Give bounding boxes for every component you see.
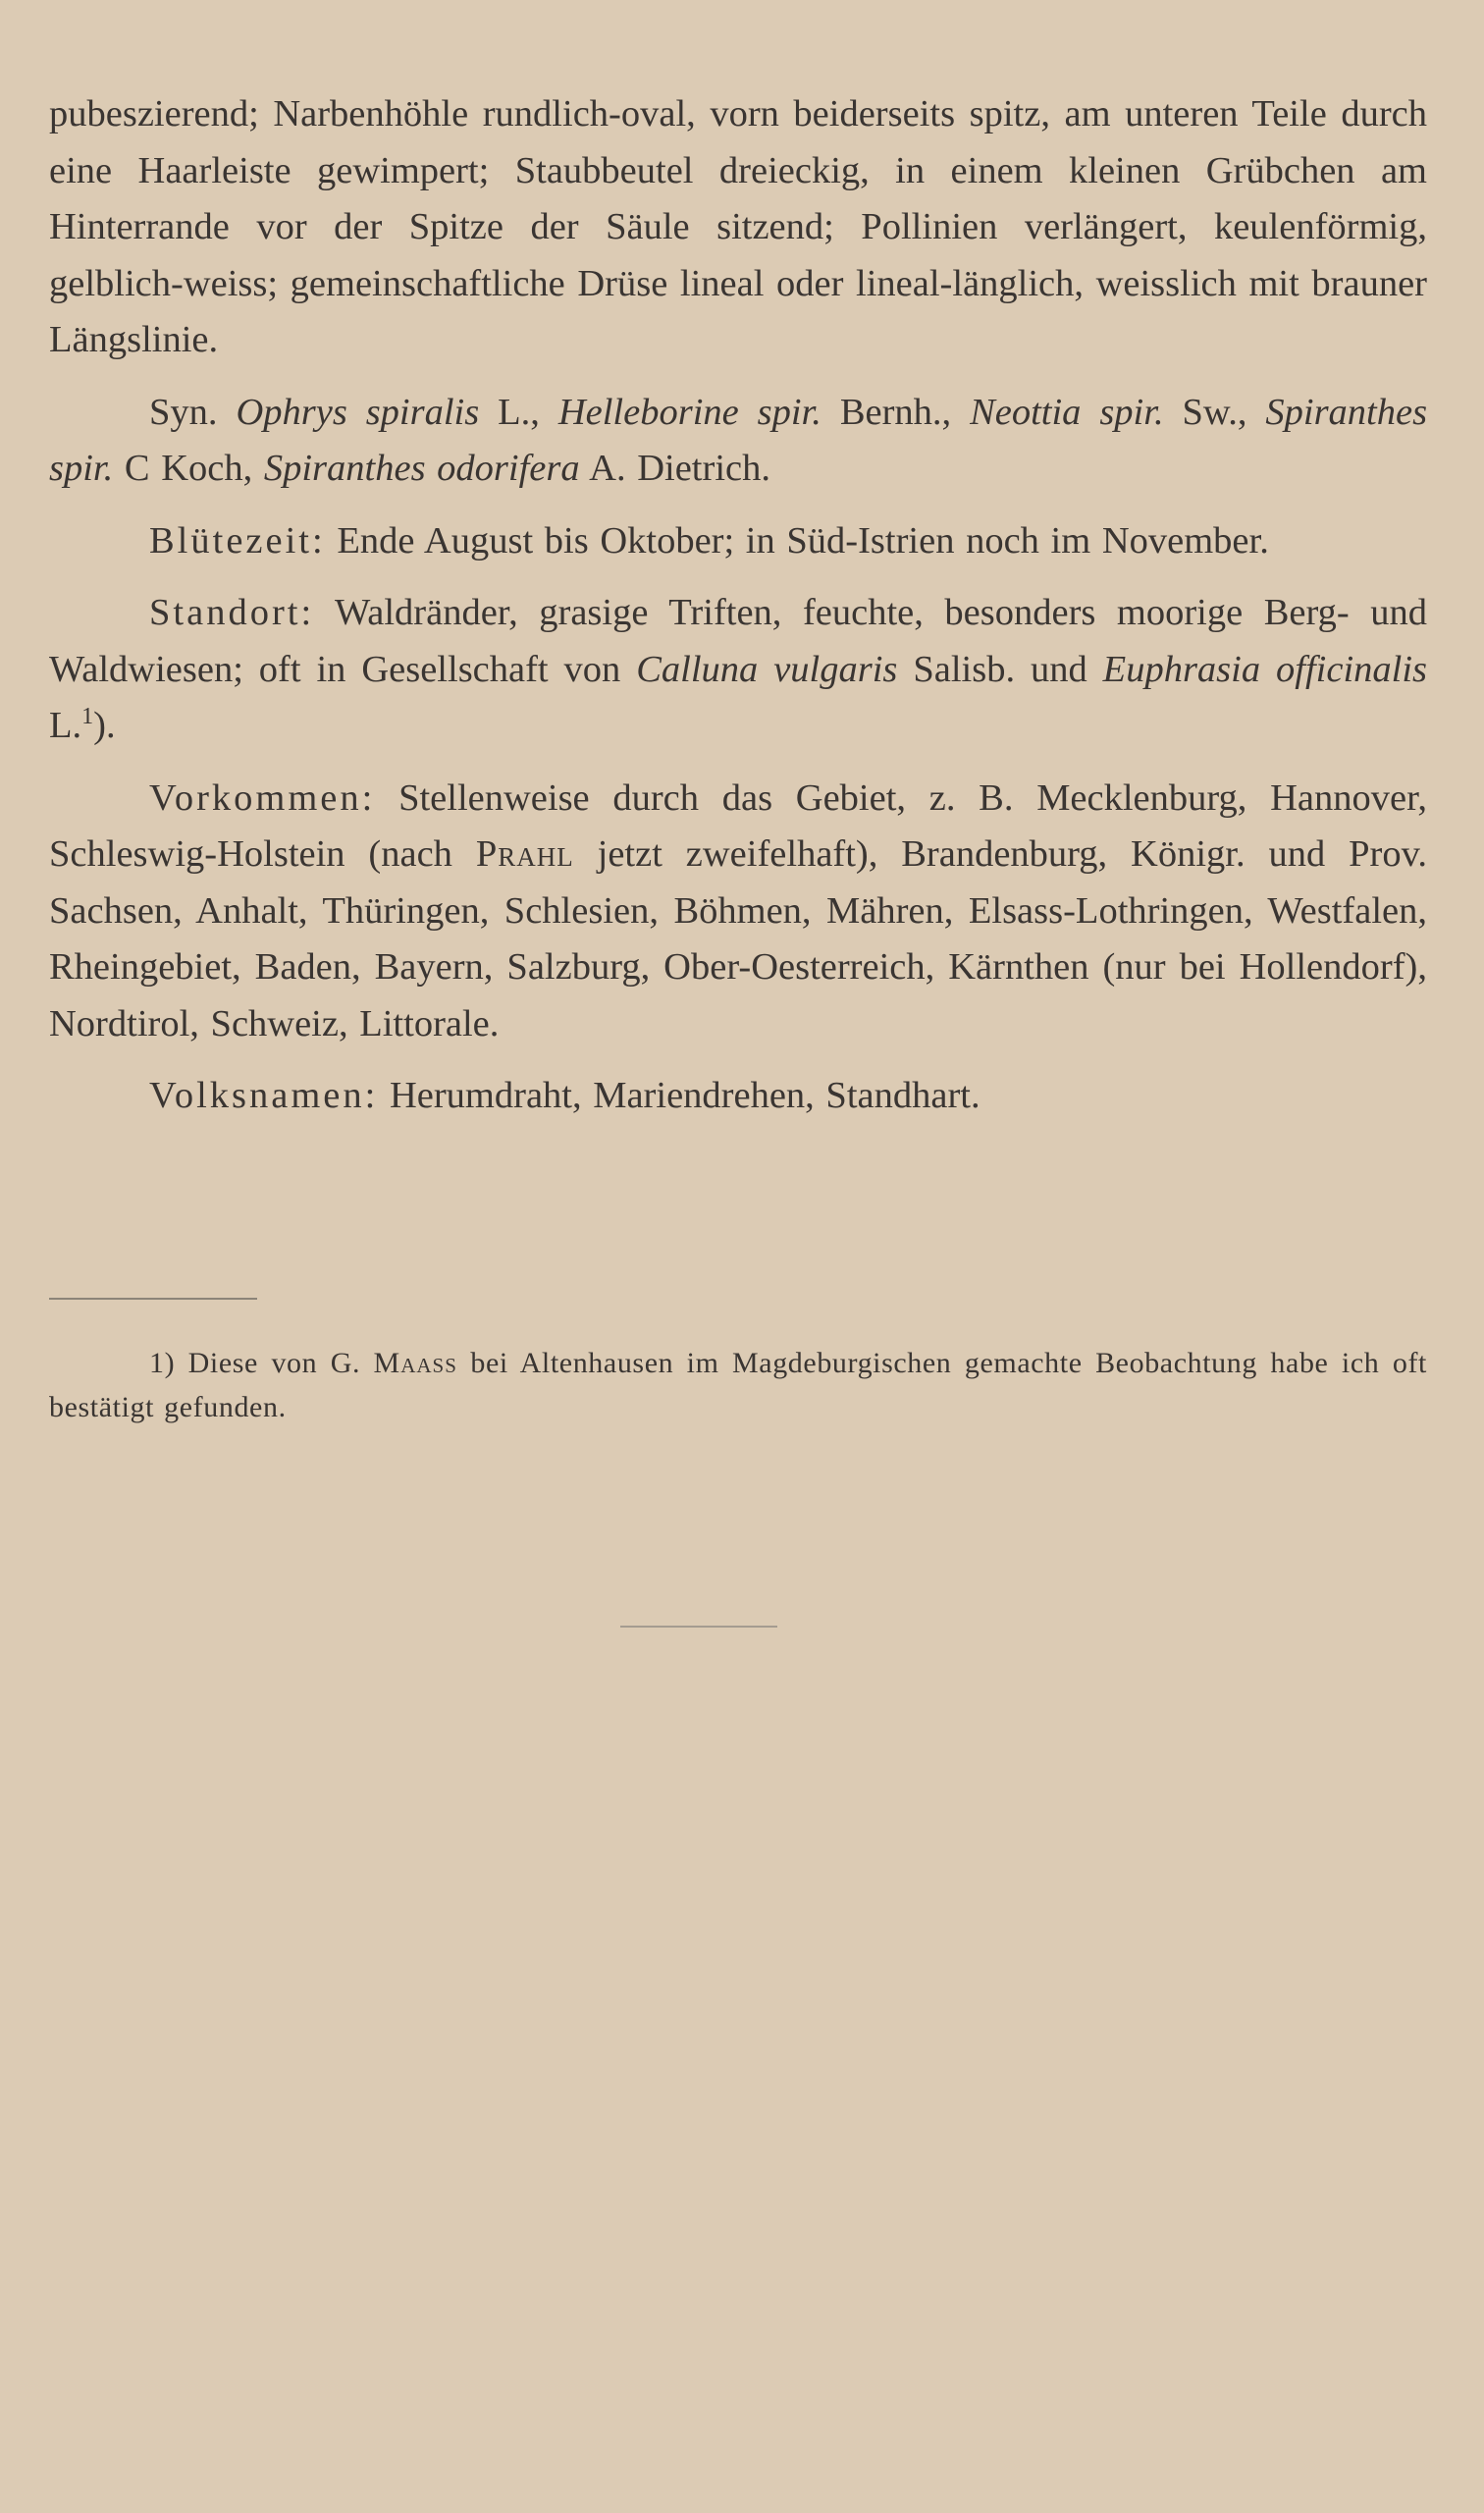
paragraph-standort xyxy=(49,585,1427,755)
page-text xyxy=(49,86,1427,1125)
synonym-name: Spiranthes odorifera xyxy=(263,448,580,489)
species-name: Calluna vulgaris xyxy=(636,648,898,690)
standort-author: L. xyxy=(49,705,82,746)
paragraph-volksnamen xyxy=(49,1068,1427,1125)
standort-label: Standort: xyxy=(149,592,315,633)
synonym-name: Neottia spir. xyxy=(970,391,1164,433)
synonym-author: Bernh., xyxy=(839,391,952,433)
footnote-reference[interactable]: 1 xyxy=(81,704,94,729)
synonym-author: Sw., xyxy=(1182,391,1247,433)
paragraph-bluetezeit xyxy=(49,513,1427,570)
synonyms-label: Syn. xyxy=(149,391,218,433)
vorkommen-label: Vorkommen: xyxy=(149,776,376,819)
footnote-text-cont: bei Altenhausen im Magdeburgischen gemachte Beobachtung habe ich oft bestätigt gefunden. xyxy=(49,1347,1427,1423)
bluetezeit-label: Blütezeit: xyxy=(149,519,326,561)
author-name-maass: Maass xyxy=(373,1347,457,1379)
vorkommen-body-cont: jetzt zweifelhaft), Brandenburg, Königr. und Prov. Sachsen, Anhalt, Thüringen, Schlesien, Böhmen, Mähren, Elsass-Lothringen, Westfalen, Rheingebiet, Baden, Bayern, Salzburg, Ober-Oesterreich, Kärnthen (nur bei Hollendorf), Nordtirol, Schweiz, Littorale. xyxy=(49,833,1427,1044)
paragraph-synonyms xyxy=(49,385,1427,498)
footnote xyxy=(49,1341,1427,1429)
synonym-author: C Koch, xyxy=(124,448,253,489)
standort-body: Waldränder, grasige Triften, feuchte, besonders moorige Berg- und Waldwiesen; oft in Gesellschaft von xyxy=(49,592,1427,690)
end-divider xyxy=(620,1626,777,1628)
author-name-prahl: Prahl xyxy=(475,833,574,875)
paragraph-description-continued: pubeszierend; Narbenhöhle rundlich-oval, vorn beiderseits spitz, am unteren Teile durch eine Haarleiste gewimpert; Staubbeutel dreieckig, in einem kleinen Grübchen am Hinterrande vor der Spitze der Säule sitzend; Pollinien verlängert, keulenförmig, gelblich-weiss; gemeinschaftliche Drüse lineal oder lineal-länglich, weisslich mit brauner Längslinie. xyxy=(49,93,1427,360)
vorkommen-body: Stellenweise durch das Gebiet, z. B. Mecklenburg, Hannover, Schleswig-Holstein (nach xyxy=(49,776,1427,875)
synonym-name: Spiranthes spir. xyxy=(49,391,1428,489)
standort-mid: Salisb. und xyxy=(913,648,1087,690)
synonym-author: A. Dietrich. xyxy=(589,448,770,489)
volksnamen-body: Herumdraht, Mariendrehen, Standhart. xyxy=(389,1075,980,1116)
species-name: Euphrasia officinalis xyxy=(1102,648,1428,690)
paragraph-vorkommen xyxy=(49,771,1427,1053)
synonym-name: Helleborine spir. xyxy=(557,391,822,433)
footnote-separator xyxy=(49,1298,257,1300)
synonym-author: L., xyxy=(498,391,540,433)
bluetezeit-body: Ende August bis Oktober; in Süd-Istrien noch im November. xyxy=(337,519,1269,561)
footnote-text: Diese von G. xyxy=(187,1347,361,1379)
volksnamen-label: Volksnamen: xyxy=(149,1075,379,1116)
footnote-marker: 1) xyxy=(149,1347,176,1379)
synonym-name: Ophrys spiralis xyxy=(236,391,480,433)
standort-close: ). xyxy=(93,705,116,746)
